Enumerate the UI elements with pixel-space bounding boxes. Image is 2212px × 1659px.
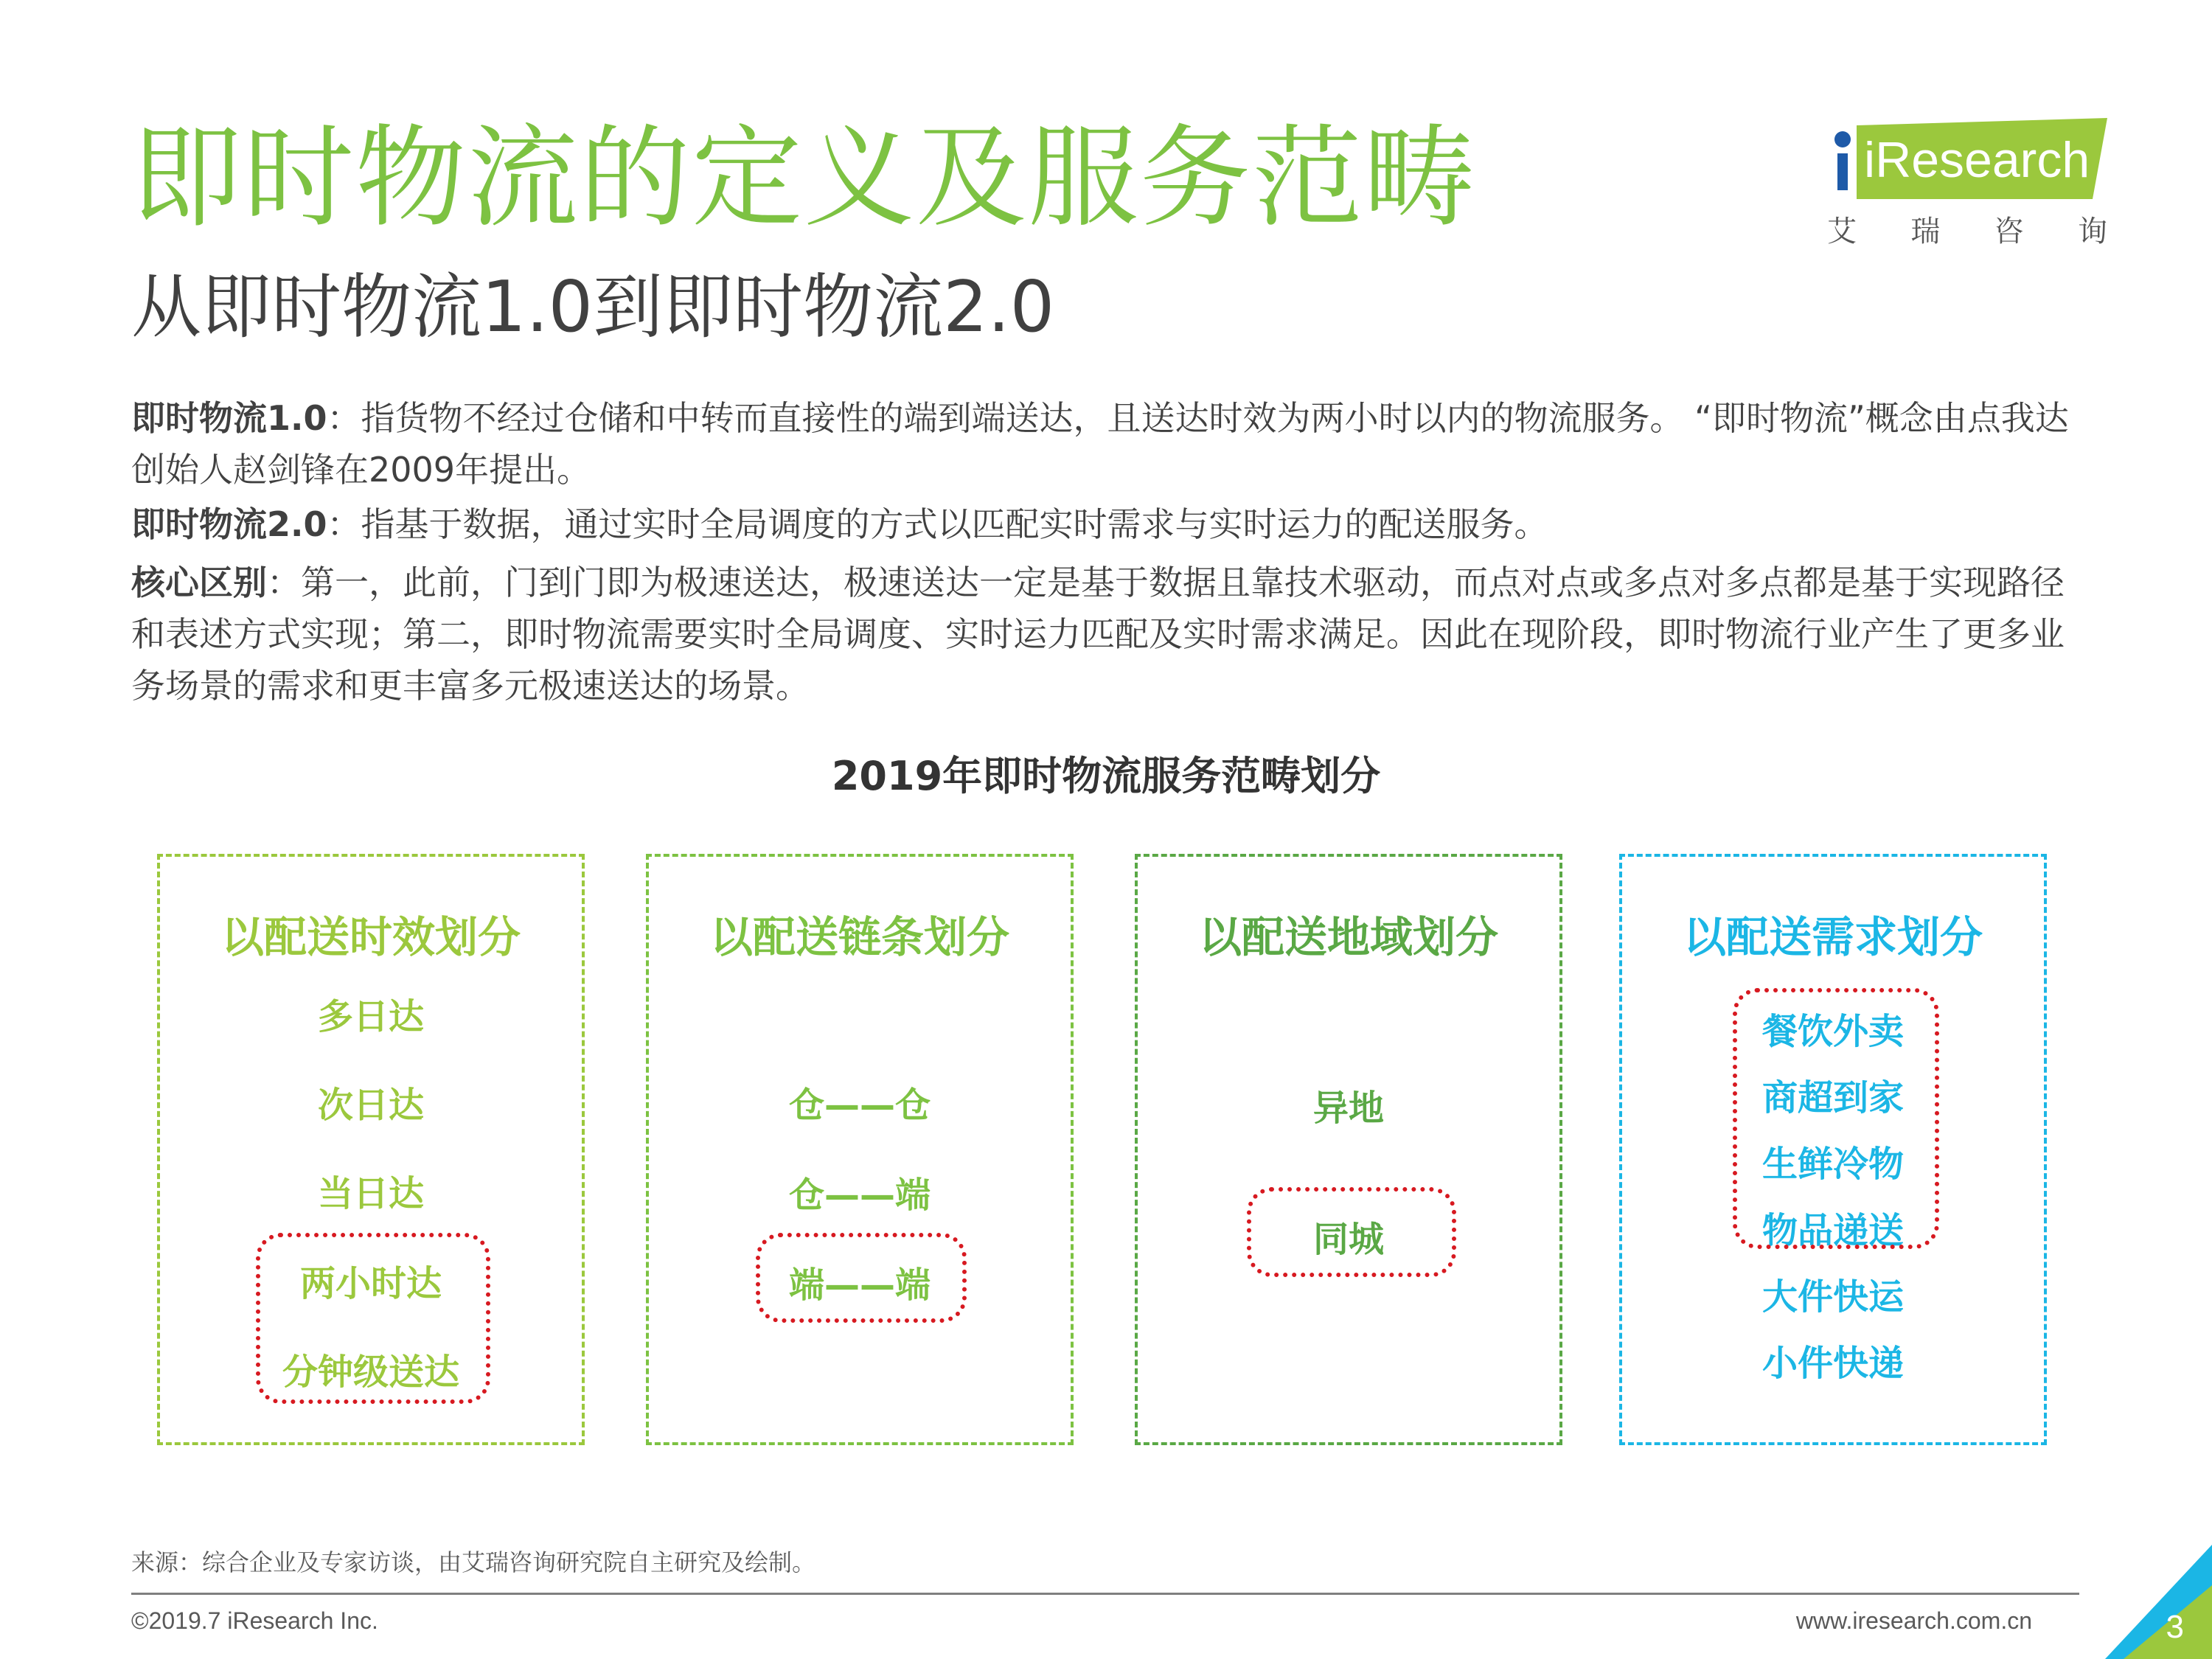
page-subtitle: 从即时物流1.0到即时物流2.0 (131, 267, 1055, 348)
box-item: 商超到家 (1761, 1077, 1904, 1119)
box-item: 两小时达 (299, 1263, 442, 1304)
definition-text: 第一，此前，门到门即为极速送达，极速送达一定是基于数据且靠技术驱动，而点对点或多点对多点都是基于实现路径和表述方式实现；第二，即时物流需要实时全局调度、实时运力匹配及实时需求满足。因此在现阶段，即时物流行业产生了更多业务场景的需求和更丰富多元极速送达的场景。 (131, 563, 2065, 706)
definition-3 (131, 557, 2093, 712)
website-link[interactable]: www.iresearch.com.cn (1795, 1607, 2032, 1634)
highlight-ring (756, 1233, 967, 1323)
corner-decoration (2035, 1512, 2212, 1659)
box-item: 次日达 (317, 1085, 424, 1126)
source-note: 来源：综合企业及专家访谈，由艾瑞咨询研究院自主研究及绘制。 (131, 1548, 816, 1576)
category-box-timeliness (157, 854, 585, 1445)
definition-text: 指基于数据，通过实时全局调度的方式以匹配实时需求与实时运力的配送服务。 (361, 504, 1548, 544)
definition-text: 指货物不经过仓储和中转而直接性的端到端送达，且送达时效为两小时以内的物流服务。 “即时物流”概念由点我达创始人赵剑锋在2009年提出。 (131, 398, 2069, 490)
highlight-ring (256, 1233, 490, 1404)
highlight-ring (1247, 1187, 1456, 1277)
logo-char: 询 (2077, 215, 2107, 248)
box-heading: 以配送时效划分 (220, 912, 521, 962)
page-title: 即时物流的定义及服务范畴 (131, 114, 1477, 243)
box-item: 分钟级送达 (282, 1352, 459, 1393)
logo-char: 艾 (1827, 215, 1857, 248)
logo-char: 瑞 (1910, 215, 1941, 248)
box-heading: 以配送链条划分 (709, 912, 1009, 962)
logo-char: 咨 (1994, 215, 2024, 248)
logo-wordmark: iResearch (1864, 132, 2090, 188)
category-box-region (1135, 854, 1562, 1445)
box-item: 小件快递 (1761, 1343, 1904, 1384)
box-item: 物品递送 (1761, 1210, 1904, 1251)
definition-2 (131, 498, 2093, 550)
highlight-ring (1733, 988, 1939, 1249)
box-item: 大件快运 (1761, 1276, 1904, 1318)
definition-term: 即时物流2.0 (131, 504, 327, 544)
box-item: 同城 (1312, 1219, 1384, 1260)
box-item: 异地 (1312, 1088, 1384, 1129)
copyright-text: ©2019.7 iResearch Inc. (131, 1607, 378, 1634)
definition-separator: ： (327, 504, 361, 544)
category-box-demand (1619, 854, 2047, 1445)
logo-i-stem (1837, 153, 1848, 190)
box-item: 仓——端 (788, 1175, 931, 1216)
box-heading: 以配送需求划分 (1683, 912, 1983, 962)
box-heading: 以配送地域划分 (1198, 912, 1498, 962)
box-item: 生鲜冷物 (1761, 1144, 1904, 1185)
footer-divider (131, 1593, 2079, 1595)
definition-term: 核心区别 (131, 563, 267, 602)
definition-separator: ： (267, 563, 301, 602)
definition-separator: ： (327, 398, 361, 438)
definition-term: 即时物流1.0 (131, 398, 327, 438)
category-box-chain (646, 854, 1074, 1445)
page-number: 3 (2166, 1609, 2184, 1645)
logo-dot-icon (1834, 131, 1851, 147)
logo-chinese-name (1827, 208, 2107, 250)
box-item: 仓——仓 (788, 1085, 931, 1126)
box-item: 当日达 (317, 1173, 424, 1214)
definition-1 (131, 392, 2093, 495)
box-item: 餐饮外卖 (1761, 1011, 1904, 1052)
iresearch-logo (1827, 118, 2107, 251)
chart-title: 2019年即时物流服务范畴划分 (831, 753, 1381, 799)
box-item: 端——端 (788, 1265, 931, 1306)
box-item: 多日达 (317, 996, 424, 1037)
